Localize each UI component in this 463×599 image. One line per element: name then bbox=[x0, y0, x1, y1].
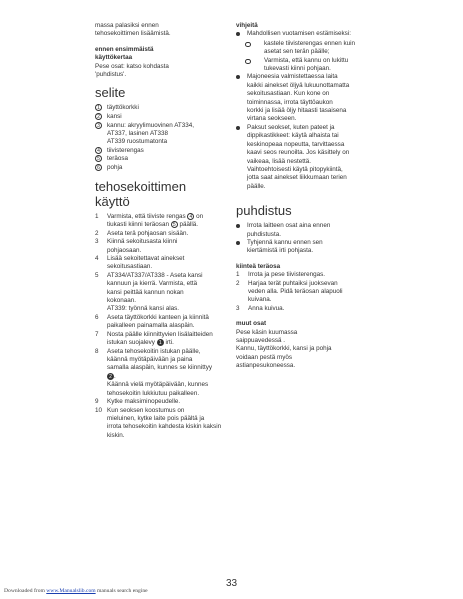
bullet-icon bbox=[236, 239, 247, 256]
step-item-line: Lisää sekoitettavat ainekset bbox=[107, 254, 185, 262]
circled-number-icon: 4 bbox=[187, 213, 194, 220]
blade-list bbox=[236, 271, 366, 313]
tips-list bbox=[236, 30, 366, 191]
tip-line: kaikki ainekset öljyä lukuunottamatta bbox=[247, 81, 350, 89]
tip-line: sekoitusastiaan. Kun kone on bbox=[247, 90, 330, 98]
blade-step bbox=[236, 271, 366, 279]
footer-suffix: manuals search engine bbox=[95, 588, 148, 594]
blade-step-text bbox=[248, 280, 343, 305]
tip-line: dippikastikkeet: käytä alhaista tai bbox=[247, 132, 339, 140]
tip-item bbox=[236, 40, 366, 57]
clean-line: Tyhjennä kannu ennen sen bbox=[247, 238, 323, 246]
bullet-icon bbox=[236, 166, 247, 191]
step-item bbox=[95, 255, 223, 272]
circled-number-icon: 1 bbox=[157, 339, 164, 346]
step-item-text bbox=[107, 407, 223, 441]
tip-line: keskinopeaa nopeutta, tarvittaessa bbox=[247, 140, 345, 148]
step-item-line: tehosekoitin lukkiutuu paikalleen. bbox=[107, 389, 200, 397]
tip-line: vaikeaa, lisää nestettä. bbox=[247, 157, 312, 165]
step-item-text bbox=[107, 348, 212, 399]
use-heading: tehosekoittimen käyttö bbox=[95, 178, 187, 209]
intro-line: tehosekoittimen lisäämistä. bbox=[95, 30, 171, 38]
step-item-line: kokonaan. bbox=[107, 296, 137, 304]
key-item-line: teräosa bbox=[107, 155, 129, 163]
step-item-number: 8 bbox=[95, 347, 99, 355]
clean-heading: puhdistus bbox=[236, 203, 292, 219]
key-item-text bbox=[107, 164, 122, 173]
bullet-icon bbox=[236, 30, 247, 39]
right-column bbox=[236, 22, 366, 371]
step-item-line: sekoitusastiaan. bbox=[107, 263, 153, 271]
circled-number-icon: 2 bbox=[107, 373, 114, 380]
key-item bbox=[95, 147, 223, 156]
step-item-line: Varmista, että tiiviste rengas 4 on bbox=[107, 212, 204, 220]
tip-line: tukevasti kiinni pohjaan. bbox=[264, 65, 331, 73]
step-item-number: 9 bbox=[95, 398, 99, 406]
step-item-line: irrota tehosekoitin kahdesta kiskin kaksin kiskin. bbox=[107, 423, 222, 439]
step-item bbox=[95, 398, 223, 406]
step-item bbox=[95, 230, 223, 238]
tip-line: päälle. bbox=[247, 182, 266, 190]
blade-step-text bbox=[248, 305, 284, 313]
key-item-line: kannu: akryylimuovinen AT334, bbox=[107, 121, 195, 129]
step-item-number: 3 bbox=[95, 238, 99, 246]
key-item-text bbox=[107, 147, 144, 156]
step-item-text bbox=[107, 255, 184, 272]
step-item-text bbox=[107, 230, 188, 238]
tip-line: jotta saat ainekset liikkumaan terien bbox=[247, 174, 347, 182]
clean-list bbox=[236, 222, 366, 256]
step-item-line: Kytke maksiminopeudelle. bbox=[107, 398, 181, 406]
step-item-text bbox=[107, 398, 180, 406]
other-line: Kannu, täyttökorkki, kansi ja pohja bbox=[236, 345, 332, 353]
step-item-line: pohjaosaan. bbox=[107, 246, 142, 254]
tip-text bbox=[264, 40, 355, 57]
step-item-number: 1 bbox=[95, 212, 99, 220]
step-item-number: 4 bbox=[95, 254, 99, 262]
intro-text bbox=[95, 22, 223, 39]
blade-heading: kiinteä teräosa bbox=[236, 262, 281, 270]
step-item bbox=[95, 314, 223, 331]
tips-heading: vihjeitä bbox=[236, 22, 258, 29]
key-marker bbox=[95, 155, 107, 164]
step-item-number: 6 bbox=[95, 313, 99, 321]
key-item-text bbox=[107, 122, 194, 147]
hollow-bullet-icon bbox=[236, 57, 264, 74]
other-line: Pese käsin kuumassa bbox=[236, 328, 298, 336]
tip-text bbox=[264, 57, 348, 74]
bullet-icon bbox=[236, 73, 247, 123]
other-line: saippuavedessä . bbox=[236, 337, 286, 344]
step-item-line: tiukasti kiinni teräosan 5 päällä. bbox=[107, 221, 199, 229]
blade-step-text bbox=[248, 271, 325, 279]
download-footer bbox=[4, 588, 148, 594]
step-item-line: samalla alaspäin, kunnes se kiinnittyy bbox=[107, 364, 213, 372]
tip-line: toiminnassa, irrota täyttöaukon bbox=[247, 98, 333, 106]
step-item-number: 5 bbox=[95, 271, 99, 279]
key-item bbox=[95, 104, 223, 113]
step-item-text bbox=[107, 331, 213, 348]
tip-item bbox=[236, 73, 366, 123]
key-item bbox=[95, 113, 223, 122]
circled-number-icon: 3 bbox=[95, 122, 102, 129]
tip-item bbox=[236, 57, 366, 74]
clean-item bbox=[236, 222, 366, 239]
tip-line: virtana seokseen. bbox=[247, 115, 297, 123]
first-use-heading-line: ennen ensimmäistä bbox=[95, 45, 154, 53]
step-item-line: Aseta terä pohjaosan sisään. bbox=[107, 229, 189, 237]
key-item-line: tiivisterengas bbox=[107, 146, 144, 154]
first-use-text bbox=[95, 63, 223, 80]
first-use-text-line: Pese osat: katso kohdasta bbox=[95, 62, 169, 70]
step-item-line: Kiinnä sekoitusasta kiinni bbox=[107, 238, 178, 246]
step-item-number: 2 bbox=[95, 229, 99, 237]
step-item-line: paikalleen painamalla alaspäin. bbox=[107, 322, 195, 330]
footer-prefix: Downloaded from bbox=[4, 588, 47, 594]
step-item-number: 7 bbox=[95, 330, 99, 338]
key-item-line: pohja bbox=[107, 163, 123, 171]
step-item-number: 10 bbox=[95, 406, 103, 414]
step-item bbox=[95, 331, 223, 348]
tip-text bbox=[247, 30, 351, 39]
tip-item bbox=[236, 124, 366, 166]
blade-step bbox=[236, 305, 366, 313]
steps-list bbox=[95, 213, 223, 441]
key-marker bbox=[95, 113, 107, 122]
step-item-line: Kun seoksen koostumus on bbox=[107, 406, 185, 414]
key-item-line: täyttökorkki bbox=[107, 104, 139, 112]
blade-step-line: kuivana. bbox=[248, 296, 272, 304]
footer-link[interactable]: www.Manualslib.com bbox=[46, 588, 96, 594]
tip-line: korkki ja lisää öljy hitaasti tasaisena bbox=[247, 107, 347, 115]
step-item-text bbox=[107, 272, 203, 314]
key-list bbox=[95, 104, 223, 172]
step-item-line: Aseta tehosekoitin istukan päälle, bbox=[107, 347, 201, 355]
key-item bbox=[95, 155, 223, 164]
first-use-heading-line: käyttökertaa bbox=[95, 54, 133, 62]
blade-step bbox=[236, 280, 366, 305]
other-line: voidaan pestä myös bbox=[236, 353, 293, 361]
step-item-line: Aseta täyttökorkki kanteen ja kiinnitä bbox=[107, 313, 209, 321]
key-item bbox=[95, 164, 223, 173]
clean-text bbox=[247, 222, 330, 239]
tip-line: kastele tiivisterengas ennen kuin bbox=[264, 39, 356, 47]
step-item-line: AT339: työnnä kansi alas. bbox=[107, 305, 179, 313]
bullet-icon bbox=[236, 124, 247, 166]
tip-text bbox=[247, 124, 349, 166]
clean-text bbox=[247, 239, 323, 256]
key-item-text bbox=[107, 155, 128, 164]
bullet-icon bbox=[236, 222, 247, 239]
circled-number-icon: 2 bbox=[95, 113, 102, 120]
step-item-text bbox=[107, 314, 209, 331]
step-item-text bbox=[107, 238, 177, 255]
page-number: 33 bbox=[225, 578, 238, 589]
step-item bbox=[95, 238, 223, 255]
tip-line: Paksut seokset, kuten pateet ja bbox=[247, 123, 335, 131]
step-item-line: Nosta päälle kiinnittyvien lisälaitteiden bbox=[107, 330, 213, 338]
key-marker bbox=[95, 147, 107, 156]
key-item-line: AT337, lasinen AT338 bbox=[107, 130, 169, 137]
clean-line: kiertämistä irti pohjasta. bbox=[247, 247, 314, 255]
blade-step-line: Harjaa terät puhtaiksi juoksevan bbox=[248, 279, 338, 287]
blade-step-number: 1 bbox=[236, 271, 240, 279]
first-use-text-line: 'puhdistus'. bbox=[95, 71, 127, 79]
key-item-text bbox=[107, 113, 122, 122]
tip-line: Majoneesia valmistettaessa laita bbox=[247, 73, 338, 81]
circled-number-icon: 5 bbox=[171, 221, 178, 228]
tip-line: kaavi seos reunoilta. Jos käsittely on bbox=[247, 149, 350, 157]
left-column bbox=[95, 22, 223, 440]
key-item-line: kansi bbox=[107, 113, 122, 121]
step-item bbox=[95, 213, 223, 230]
step-item bbox=[95, 407, 223, 441]
step-item-line: käännä myötäpäivään ja paina bbox=[107, 355, 193, 363]
step-item bbox=[95, 348, 223, 399]
key-marker bbox=[95, 164, 107, 173]
key-heading: selite bbox=[95, 85, 126, 101]
circled-number-icon: 1 bbox=[95, 104, 102, 111]
step-item-line: mieluinen, kytke laite pois päältä ja bbox=[107, 414, 205, 422]
step-item-line: Käännä vielä myötäpäivään, kunnes bbox=[107, 381, 209, 389]
blade-step-line: Anna kuivua. bbox=[248, 304, 285, 312]
step-item bbox=[95, 272, 223, 314]
other-heading: muut osat bbox=[236, 320, 267, 328]
tip-line: Varmista, että kannu on lukittu bbox=[264, 56, 349, 64]
clean-item bbox=[236, 239, 366, 256]
hollow-bullet-icon bbox=[236, 40, 264, 57]
tip-line: asetat sen terän päälle; bbox=[264, 48, 330, 56]
tip-line: Vaihtoehtoisesti käytä pitopykiintä, bbox=[247, 165, 343, 173]
blade-step-number: 2 bbox=[236, 279, 240, 287]
key-item-text bbox=[107, 104, 139, 113]
blade-step-line: veden alla. Pidä teräosan alapuoli bbox=[248, 287, 343, 295]
tip-line: Mahdollisen vuotamisen estämiseksi: bbox=[247, 30, 351, 38]
circled-number-icon: 6 bbox=[95, 164, 102, 171]
other-text bbox=[236, 329, 366, 371]
step-item-line: 2 . bbox=[107, 373, 212, 382]
clean-line: puhdistusta. bbox=[247, 230, 281, 238]
circled-number-icon: 4 bbox=[95, 147, 102, 154]
step-item-line: istukan suojalevy 1 irti. bbox=[107, 339, 174, 347]
step-item-line: AT334/AT337/AT338 - Aseta kansi bbox=[107, 271, 203, 279]
other-line: astianpesukoneessa. bbox=[236, 362, 296, 370]
tip-text bbox=[247, 73, 349, 123]
step-item-line: kansi peittää kannun nokan bbox=[107, 288, 184, 296]
key-marker bbox=[95, 122, 107, 147]
blade-step-line: Irrota ja pese tiivisterengas. bbox=[248, 271, 325, 279]
first-use-heading bbox=[95, 46, 223, 63]
step-item-text bbox=[107, 213, 203, 230]
circled-number-icon: 5 bbox=[95, 155, 102, 162]
tip-item bbox=[236, 166, 366, 191]
tip-item bbox=[236, 30, 366, 39]
step-item-line: kannuun ja kierrä. Varmista, että bbox=[107, 280, 198, 288]
key-item-line: AT339 ruostumatonta bbox=[107, 138, 168, 146]
key-marker bbox=[95, 104, 107, 113]
intro-line: massa palasiksi ennen bbox=[95, 22, 159, 29]
clean-line: Irrota laitteen osat aina ennen bbox=[247, 222, 331, 230]
blade-step-number: 3 bbox=[236, 304, 240, 312]
key-item bbox=[95, 122, 223, 147]
tip-text bbox=[247, 166, 347, 191]
